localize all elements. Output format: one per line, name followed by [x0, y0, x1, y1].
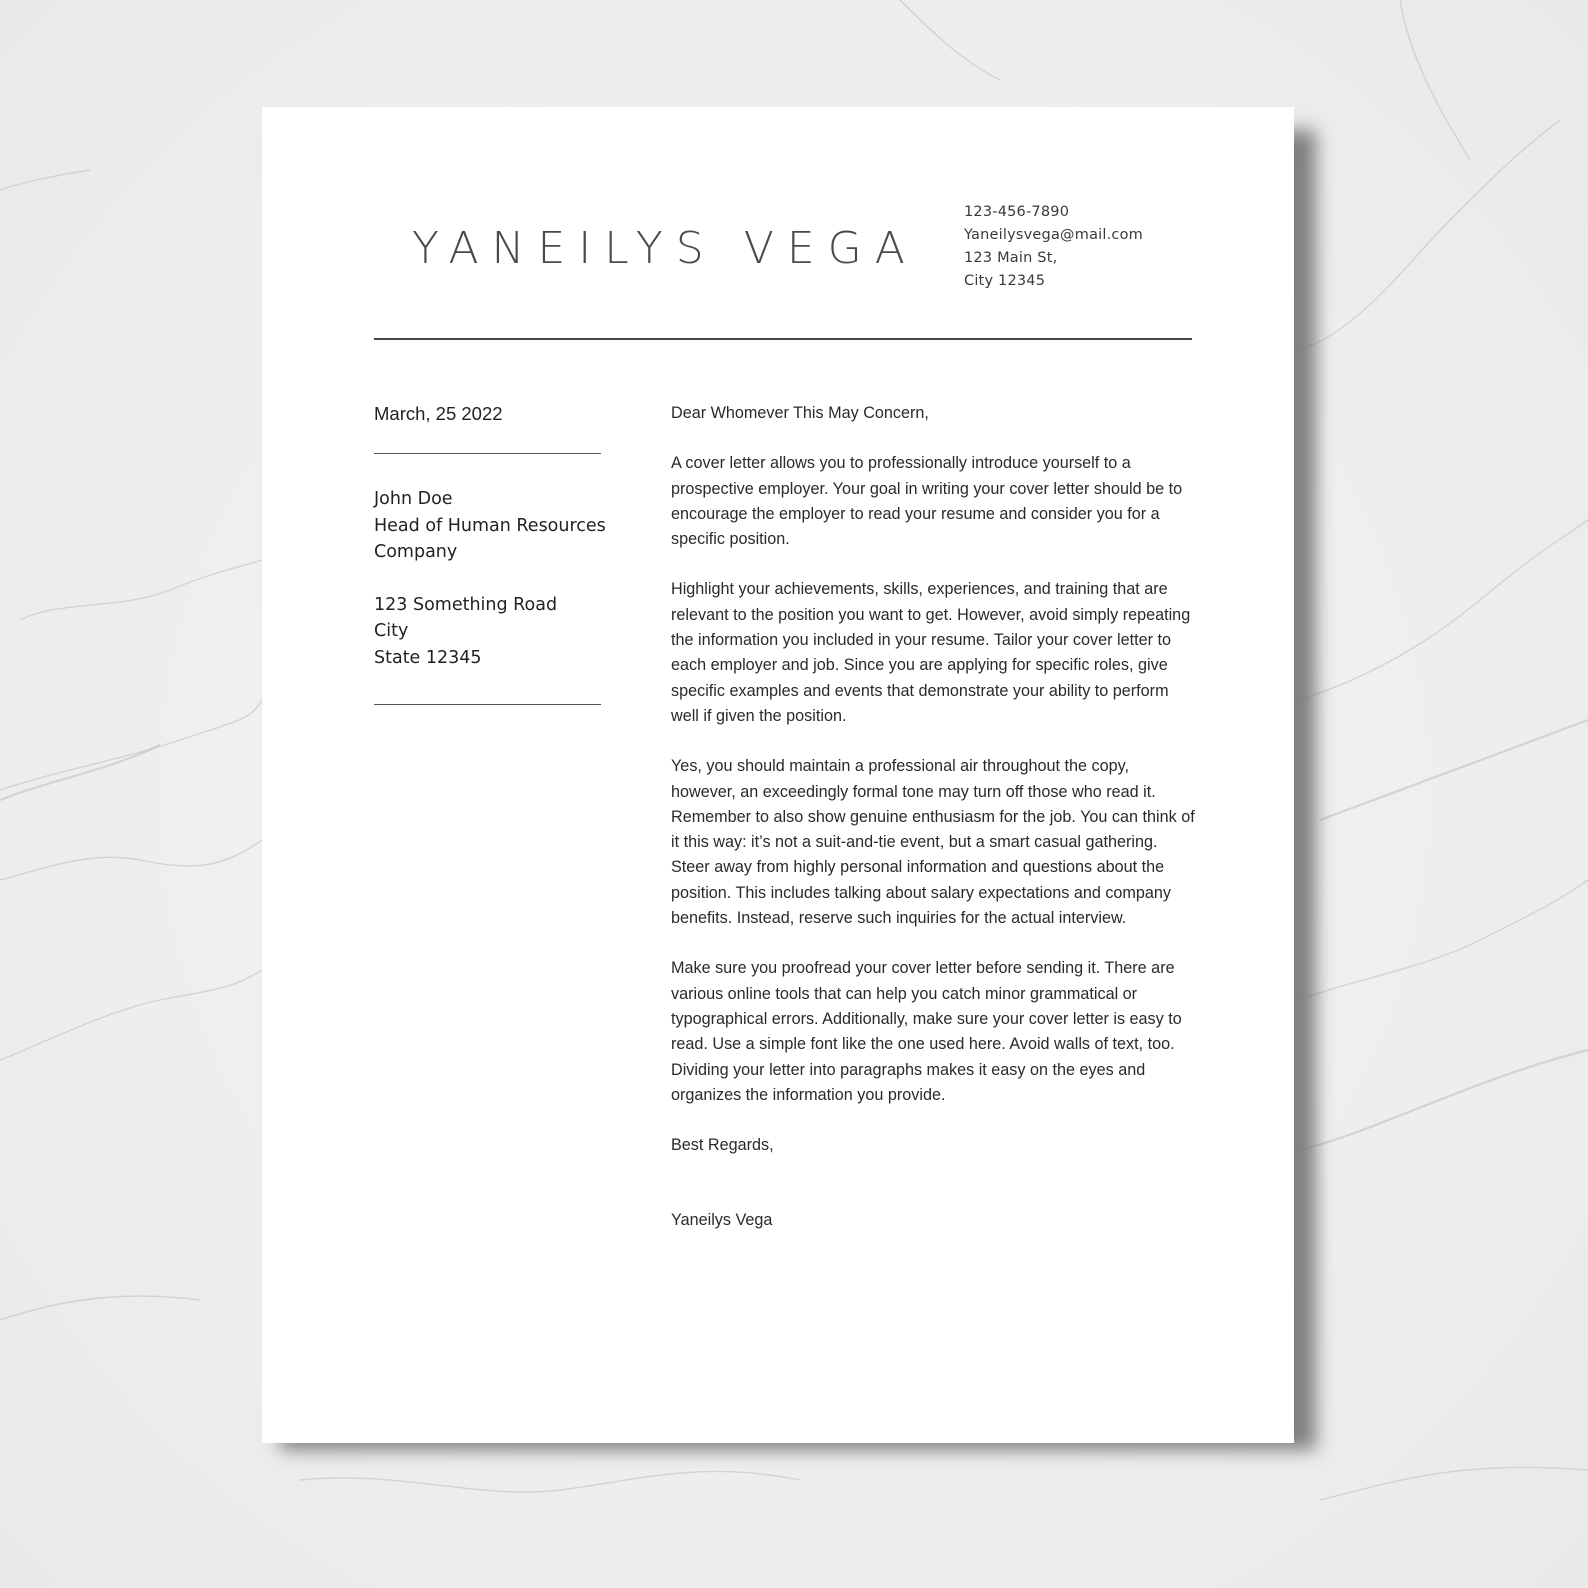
recipient-block — [374, 486, 606, 671]
city-zip: City 12345 — [964, 273, 1046, 289]
closing: Best Regards, — [671, 1136, 774, 1155]
recipient-address-line-2: City — [374, 621, 409, 641]
date-divider — [374, 453, 601, 454]
recipient-company: Company — [374, 542, 458, 562]
address-divider — [374, 704, 601, 705]
header-divider — [374, 338, 1192, 340]
recipient-address-line-1: 123 Something Road — [374, 594, 558, 615]
phone-number: 123-456-7890 — [964, 204, 1070, 220]
signature-name: Yaneilys Vega — [671, 1211, 773, 1230]
email-address: Yaneilysvega@mail.com — [964, 227, 1143, 243]
applicant-name: YANEILYS VEGA — [412, 223, 918, 274]
contact-info — [964, 201, 1143, 293]
cover-letter-page — [262, 107, 1294, 1443]
paragraph-tone: Yes, you should maintain a professional air throughout the copy, however, an exceedingly formal tone may turn off those who read it. Remember to also show genuine enthusiasm for the job. You can think of it this way: it’s not a suit-and-tie event, but a smart casual gathering. Steer away from highly personal information and questions about the position. This includes talking about salary expectations and company benefits. Instead, reserve such inquiries for the actual interview. — [671, 757, 1195, 928]
recipient-spacer — [374, 566, 606, 592]
greeting: Dear Whomever This May Concern, — [671, 404, 929, 422]
paragraph-proofread: Make sure you proofread your cover letter before sending it. There are various online tools that can help you catch minor grammatical or typographical errors. Additionally, make sure your cover letter is easy to read. Use a simple font like the one used here. Avoid walls of text, too. Dividing your letter into paragraphs makes it easy on the eyes and organizes the information you provide. — [671, 959, 1182, 1104]
paragraph-intro: A cover letter allows you to professionally introduce yourself to a prospective employer. Your goal in writing your cover letter should be to encourage the employer to read your resume and consider you for a specific position. — [671, 454, 1183, 549]
recipient-name: John Doe — [374, 489, 453, 509]
recipient-address-line-3: State 12345 — [374, 647, 482, 668]
street-address: 123 Main St, — [964, 250, 1058, 266]
recipient-title: Head of Human Resources — [374, 515, 606, 536]
letter-date: March, 25 2022 — [374, 403, 503, 424]
letter-body — [671, 401, 1195, 1259]
paragraph-highlights: Highlight your achievements, skills, experiences, and training that are relevant to the position you want to get. However, avoid simply repeating the information you included in your resume. Tailor your cover letter to each employer and job. Since you are applying for specific roles, give specific examples and events that demonstrate your ability to perform well if given the position. — [671, 580, 1191, 725]
